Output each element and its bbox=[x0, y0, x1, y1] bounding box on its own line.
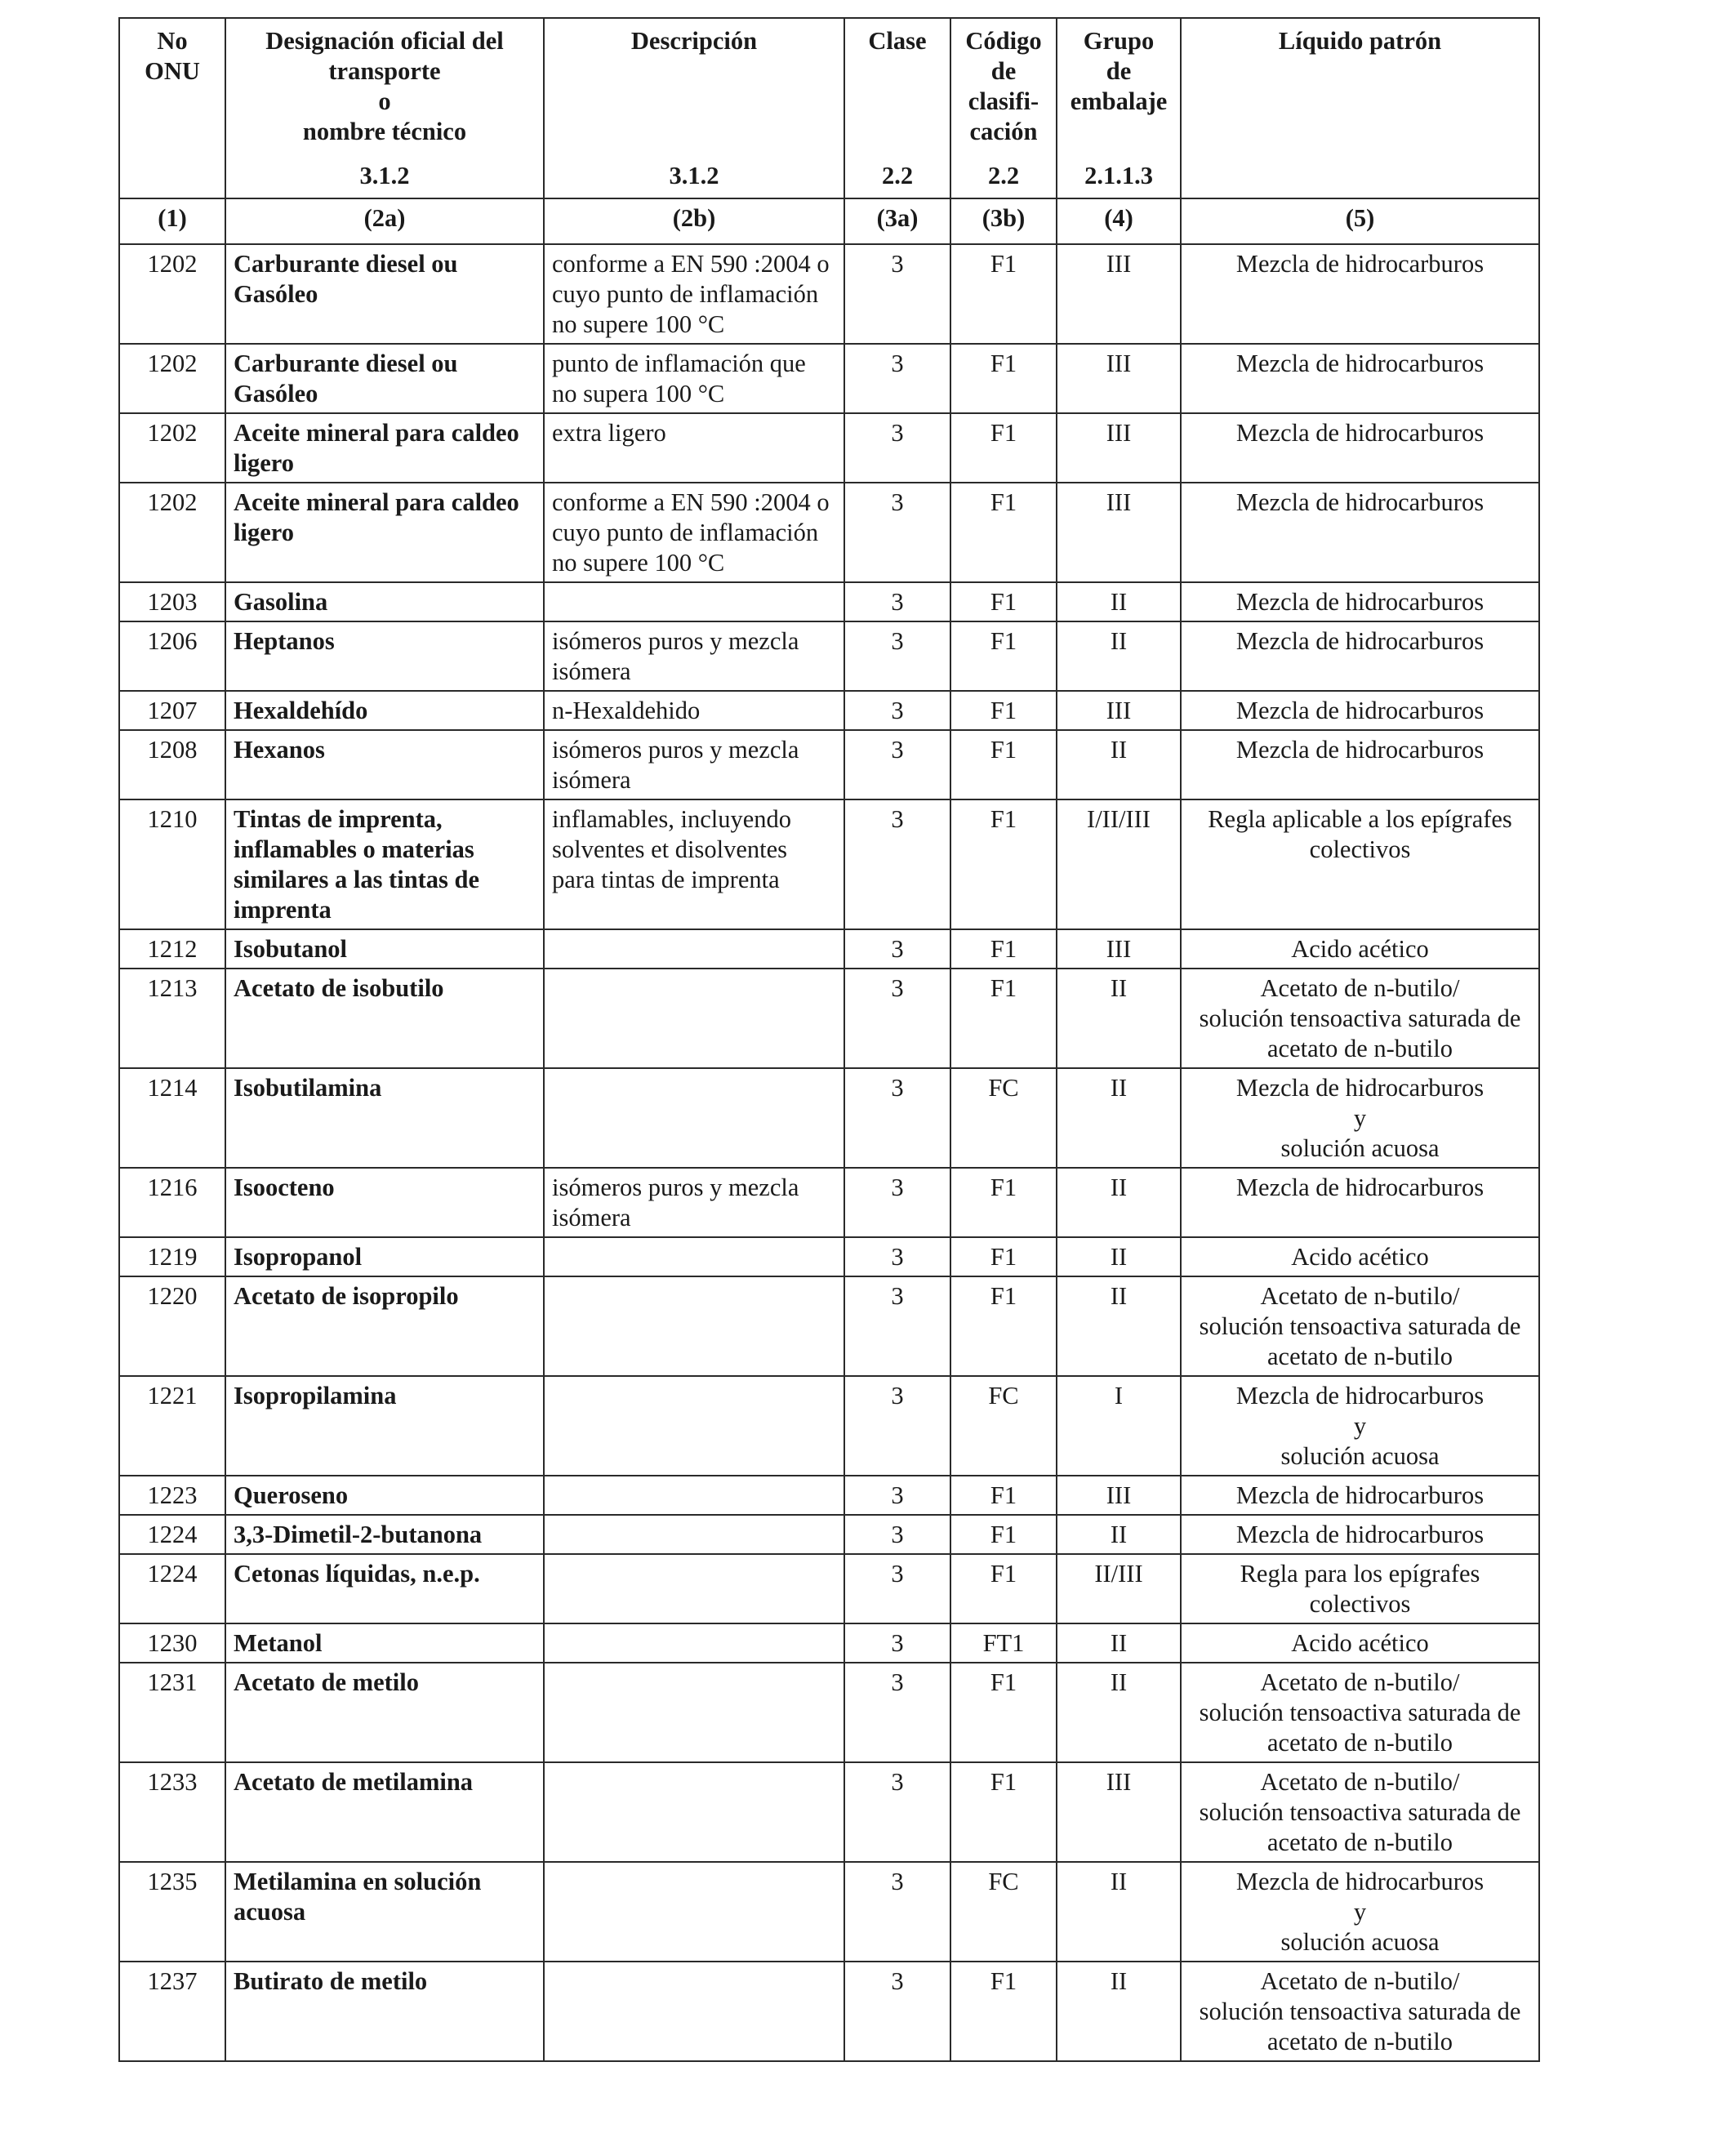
description-cell: isómeros puros y mezcla isómera bbox=[544, 1168, 844, 1237]
standard-liquid-cell: Mezcla de hidrocarburos bbox=[1181, 582, 1539, 621]
official-name-cell: Carburante diesel ou Gasóleo bbox=[225, 244, 544, 344]
description-cell bbox=[544, 1237, 844, 1276]
classification-code-cell: F1 bbox=[950, 691, 1057, 730]
class-cell: 3 bbox=[844, 621, 950, 691]
class-cell: 3 bbox=[844, 1276, 950, 1376]
official-name-cell: Acetato de metilo bbox=[225, 1663, 544, 1762]
class-cell: 3 bbox=[844, 929, 950, 969]
standard-liquid-cell: Mezcla de hidrocarburos bbox=[1181, 344, 1539, 413]
official-name-cell: Carburante diesel ou Gasóleo bbox=[225, 344, 544, 413]
standard-liquid-cell: Mezcla de hidrocarburos bbox=[1181, 730, 1539, 799]
table-row bbox=[119, 1068, 1539, 1168]
column-number: (2a) bbox=[225, 198, 544, 244]
official-name-cell: Tintas de imprenta, inflamables o materias similares a las tintas de imprenta bbox=[225, 799, 544, 929]
description-cell bbox=[544, 1376, 844, 1476]
standard-liquid-cell: Mezcla de hidrocarburos y solución acuosa bbox=[1181, 1068, 1539, 1168]
column-number-row bbox=[119, 198, 1539, 244]
class-cell: 3 bbox=[844, 1554, 950, 1623]
classification-code-cell: F1 bbox=[950, 969, 1057, 1068]
description-cell bbox=[544, 1962, 844, 2061]
un-number-cell: 1220 bbox=[119, 1276, 225, 1376]
packing-group-cell: II bbox=[1057, 1515, 1181, 1554]
header-classification-code: Código de clasifi- cación 2.2 bbox=[950, 18, 1057, 198]
classification-code-cell: F1 bbox=[950, 1515, 1057, 1554]
table-row bbox=[119, 1762, 1539, 1862]
standard-liquid-cell: Acetato de n-butilo/ solución tensoactiva saturada de acetato de n-butilo bbox=[1181, 1276, 1539, 1376]
official-name-cell: Hexanos bbox=[225, 730, 544, 799]
description-cell bbox=[544, 1554, 844, 1623]
classification-code-cell: FT1 bbox=[950, 1623, 1057, 1663]
classification-code-cell: FC bbox=[950, 1376, 1057, 1476]
standard-liquid-cell: Acido acético bbox=[1181, 1623, 1539, 1663]
header-description: Descripción 3.1.2 bbox=[544, 18, 844, 198]
class-cell: 3 bbox=[844, 413, 950, 483]
class-cell: 3 bbox=[844, 691, 950, 730]
official-name-cell: Isoocteno bbox=[225, 1168, 544, 1237]
un-number-cell: 1202 bbox=[119, 483, 225, 582]
un-number-cell: 1213 bbox=[119, 969, 225, 1068]
official-name-cell: Acetato de isopropilo bbox=[225, 1276, 544, 1376]
class-cell: 3 bbox=[844, 1623, 950, 1663]
description-cell bbox=[544, 929, 844, 969]
header-row bbox=[119, 18, 1539, 198]
description-cell: punto de inflamación que no supera 100 °C bbox=[544, 344, 844, 413]
un-number-cell: 1207 bbox=[119, 691, 225, 730]
table-row bbox=[119, 1168, 1539, 1237]
packing-group-cell: II bbox=[1057, 582, 1181, 621]
description-cell bbox=[544, 1515, 844, 1554]
standard-liquid-cell: Mezcla de hidrocarburos bbox=[1181, 244, 1539, 344]
official-name-cell: Aceite mineral para caldeo ligero bbox=[225, 483, 544, 582]
packing-group-cell: II bbox=[1057, 1068, 1181, 1168]
official-name-cell: Gasolina bbox=[225, 582, 544, 621]
standard-liquid-cell: Acido acético bbox=[1181, 929, 1539, 969]
table-row bbox=[119, 969, 1539, 1068]
table-row bbox=[119, 244, 1539, 344]
packing-group-cell: II bbox=[1057, 1276, 1181, 1376]
un-number-cell: 1233 bbox=[119, 1762, 225, 1862]
packing-group-cell: II bbox=[1057, 1168, 1181, 1237]
table-row bbox=[119, 1962, 1539, 2061]
official-name-cell: Cetonas líquidas, n.e.p. bbox=[225, 1554, 544, 1623]
packing-group-cell: III bbox=[1057, 244, 1181, 344]
un-number-cell: 1212 bbox=[119, 929, 225, 969]
class-cell: 3 bbox=[844, 244, 950, 344]
standard-liquid-cell: Acido acético bbox=[1181, 1237, 1539, 1276]
classification-code-cell: F1 bbox=[950, 621, 1057, 691]
classification-code-cell: F1 bbox=[950, 730, 1057, 799]
table-row bbox=[119, 483, 1539, 582]
header-un-number: No ONU bbox=[119, 18, 225, 198]
description-cell bbox=[544, 1476, 844, 1515]
un-number-cell: 1235 bbox=[119, 1862, 225, 1962]
un-number-cell: 1224 bbox=[119, 1515, 225, 1554]
classification-code-cell: F1 bbox=[950, 1554, 1057, 1623]
table-row bbox=[119, 413, 1539, 483]
classification-code-cell: F1 bbox=[950, 1762, 1057, 1862]
standard-liquid-cell: Regla para los epígrafes colectivos bbox=[1181, 1554, 1539, 1623]
packing-group-cell: II bbox=[1057, 621, 1181, 691]
classification-code-cell: FC bbox=[950, 1862, 1057, 1962]
packing-group-cell: III bbox=[1057, 1762, 1181, 1862]
standard-liquid-cell: Acetato de n-butilo/ solución tensoactiva saturada de acetato de n-butilo bbox=[1181, 969, 1539, 1068]
classification-code-cell: F1 bbox=[950, 582, 1057, 621]
packing-group-cell: III bbox=[1057, 483, 1181, 582]
description-cell: extra ligero bbox=[544, 413, 844, 483]
class-cell: 3 bbox=[844, 1862, 950, 1962]
un-number-cell: 1237 bbox=[119, 1962, 225, 2061]
class-cell: 3 bbox=[844, 1168, 950, 1237]
official-name-cell: Isopropilamina bbox=[225, 1376, 544, 1476]
table-row bbox=[119, 621, 1539, 691]
classification-code-cell: F1 bbox=[950, 799, 1057, 929]
description-cell bbox=[544, 582, 844, 621]
standard-liquid-cell: Regla aplicable a los epígrafes colectivos bbox=[1181, 799, 1539, 929]
standard-liquid-cell: Mezcla de hidrocarburos bbox=[1181, 1515, 1539, 1554]
description-cell: n-Hexaldehido bbox=[544, 691, 844, 730]
header-packing-group: Grupo de embalaje 2.1.1.3 bbox=[1057, 18, 1181, 198]
column-number: (5) bbox=[1181, 198, 1539, 244]
description-cell bbox=[544, 969, 844, 1068]
standard-liquid-cell: Mezcla de hidrocarburos bbox=[1181, 483, 1539, 582]
classification-code-cell: F1 bbox=[950, 1237, 1057, 1276]
class-cell: 3 bbox=[844, 1962, 950, 2061]
class-cell: 3 bbox=[844, 1237, 950, 1276]
classification-code-cell: F1 bbox=[950, 1663, 1057, 1762]
class-cell: 3 bbox=[844, 1663, 950, 1762]
description-cell: isómeros puros y mezcla isómera bbox=[544, 730, 844, 799]
standard-liquid-cell: Acetato de n-butilo/ solución tensoactiva saturada de acetato de n-butilo bbox=[1181, 1962, 1539, 2061]
un-number-cell: 1231 bbox=[119, 1663, 225, 1762]
standard-liquid-cell: Mezcla de hidrocarburos bbox=[1181, 413, 1539, 483]
table-row bbox=[119, 1476, 1539, 1515]
class-cell: 3 bbox=[844, 483, 950, 582]
classification-code-cell: FC bbox=[950, 1068, 1057, 1168]
official-name-cell: Isopropanol bbox=[225, 1237, 544, 1276]
standard-liquid-cell: Mezcla de hidrocarburos bbox=[1181, 1476, 1539, 1515]
classification-code-cell: F1 bbox=[950, 483, 1057, 582]
classification-code-cell: F1 bbox=[950, 413, 1057, 483]
table-row bbox=[119, 929, 1539, 969]
classification-code-cell: F1 bbox=[950, 244, 1057, 344]
description-cell bbox=[544, 1862, 844, 1962]
table-row bbox=[119, 799, 1539, 929]
standard-liquid-cell: Acetato de n-butilo/ solución tensoactiva saturada de acetato de n-butilo bbox=[1181, 1663, 1539, 1762]
class-cell: 3 bbox=[844, 1762, 950, 1862]
packing-group-cell: II/III bbox=[1057, 1554, 1181, 1623]
classification-code-cell: F1 bbox=[950, 1276, 1057, 1376]
column-number: (4) bbox=[1057, 198, 1181, 244]
official-name-cell: Aceite mineral para caldeo ligero bbox=[225, 413, 544, 483]
table-row bbox=[119, 1376, 1539, 1476]
official-name-cell: Metilamina en solución acuosa bbox=[225, 1862, 544, 1962]
class-cell: 3 bbox=[844, 1515, 950, 1554]
packing-group-cell: III bbox=[1057, 413, 1181, 483]
official-name-cell: Queroseno bbox=[225, 1476, 544, 1515]
packing-group-cell: III bbox=[1057, 1476, 1181, 1515]
un-number-cell: 1210 bbox=[119, 799, 225, 929]
class-cell: 3 bbox=[844, 344, 950, 413]
table-row bbox=[119, 691, 1539, 730]
description-cell bbox=[544, 1276, 844, 1376]
packing-group-cell: III bbox=[1057, 929, 1181, 969]
standard-liquid-cell: Mezcla de hidrocarburos bbox=[1181, 691, 1539, 730]
description-cell bbox=[544, 1762, 844, 1862]
packing-group-cell: III bbox=[1057, 344, 1181, 413]
description-cell: conforme a EN 590 :2004 o cuyo punto de inflamación no supere 100 °C bbox=[544, 244, 844, 344]
packing-group-cell: II bbox=[1057, 1862, 1181, 1962]
class-cell: 3 bbox=[844, 730, 950, 799]
class-cell: 3 bbox=[844, 969, 950, 1068]
packing-group-cell: II bbox=[1057, 1663, 1181, 1762]
un-number-cell: 1219 bbox=[119, 1237, 225, 1276]
class-cell: 3 bbox=[844, 1476, 950, 1515]
class-cell: 3 bbox=[844, 1068, 950, 1168]
un-number-cell: 1206 bbox=[119, 621, 225, 691]
packing-group-cell: II bbox=[1057, 1962, 1181, 2061]
packing-group-cell: II bbox=[1057, 1237, 1181, 1276]
packing-group-cell: II bbox=[1057, 1623, 1181, 1663]
un-number-cell: 1216 bbox=[119, 1168, 225, 1237]
un-number-cell: 1202 bbox=[119, 344, 225, 413]
description-cell: isómeros puros y mezcla isómera bbox=[544, 621, 844, 691]
header-class: Clase 2.2 bbox=[844, 18, 950, 198]
table-row bbox=[119, 582, 1539, 621]
table-row bbox=[119, 1554, 1539, 1623]
un-number-cell: 1223 bbox=[119, 1476, 225, 1515]
standard-liquid-cell: Mezcla de hidrocarburos y solución acuosa bbox=[1181, 1862, 1539, 1962]
un-number-cell: 1224 bbox=[119, 1554, 225, 1623]
table-row bbox=[119, 1237, 1539, 1276]
column-number: (3a) bbox=[844, 198, 950, 244]
official-name-cell: Acetato de isobutilo bbox=[225, 969, 544, 1068]
packing-group-cell: II bbox=[1057, 969, 1181, 1068]
classification-code-cell: F1 bbox=[950, 1476, 1057, 1515]
un-number-cell: 1202 bbox=[119, 244, 225, 344]
un-number-cell: 1203 bbox=[119, 582, 225, 621]
table-row bbox=[119, 1276, 1539, 1376]
column-number: (3b) bbox=[950, 198, 1057, 244]
table-row bbox=[119, 1623, 1539, 1663]
packing-group-cell: I/II/III bbox=[1057, 799, 1181, 929]
description-cell bbox=[544, 1623, 844, 1663]
standard-liquid-cell: Mezcla de hidrocarburos bbox=[1181, 1168, 1539, 1237]
header-official-name: Designación oficial del transporte o nombre técnico 3.1.2 bbox=[225, 18, 544, 198]
table-row bbox=[119, 1862, 1539, 1962]
standard-liquid-cell: Mezcla de hidrocarburos y solución acuosa bbox=[1181, 1376, 1539, 1476]
un-number-cell: 1214 bbox=[119, 1068, 225, 1168]
packing-group-cell: II bbox=[1057, 730, 1181, 799]
un-number-cell: 1221 bbox=[119, 1376, 225, 1476]
classification-code-cell: F1 bbox=[950, 344, 1057, 413]
classification-code-cell: F1 bbox=[950, 1168, 1057, 1237]
header-standard-liquid: Líquido patrón bbox=[1181, 18, 1539, 198]
column-number: (2b) bbox=[544, 198, 844, 244]
description-cell bbox=[544, 1663, 844, 1762]
classification-code-cell: F1 bbox=[950, 1962, 1057, 2061]
description-cell: inflamables, incluyendo solventes et disolventes para tintas de imprenta bbox=[544, 799, 844, 929]
classification-code-cell: F1 bbox=[950, 929, 1057, 969]
standard-liquid-cell: Mezcla de hidrocarburos bbox=[1181, 621, 1539, 691]
table-row bbox=[119, 730, 1539, 799]
class-cell: 3 bbox=[844, 799, 950, 929]
un-number-cell: 1230 bbox=[119, 1623, 225, 1663]
un-number-cell: 1202 bbox=[119, 413, 225, 483]
standard-liquid-cell: Acetato de n-butilo/ solución tensoactiva saturada de acetato de n-butilo bbox=[1181, 1762, 1539, 1862]
packing-group-cell: I bbox=[1057, 1376, 1181, 1476]
official-name-cell: Hexaldehído bbox=[225, 691, 544, 730]
official-name-cell: Isobutanol bbox=[225, 929, 544, 969]
packing-group-cell: III bbox=[1057, 691, 1181, 730]
official-name-cell: Butirato de metilo bbox=[225, 1962, 544, 2061]
official-name-cell: Metanol bbox=[225, 1623, 544, 1663]
class-cell: 3 bbox=[844, 582, 950, 621]
column-number: (1) bbox=[119, 198, 225, 244]
dangerous-goods-table bbox=[118, 17, 1540, 2062]
un-number-cell: 1208 bbox=[119, 730, 225, 799]
description-cell: conforme a EN 590 :2004 o cuyo punto de inflamación no supere 100 °C bbox=[544, 483, 844, 582]
official-name-cell: Heptanos bbox=[225, 621, 544, 691]
official-name-cell: 3,3-Dimetil-2-butanona bbox=[225, 1515, 544, 1554]
official-name-cell: Isobutilamina bbox=[225, 1068, 544, 1168]
table-body bbox=[119, 244, 1539, 2061]
description-cell bbox=[544, 1068, 844, 1168]
table-row bbox=[119, 1663, 1539, 1762]
table-row bbox=[119, 344, 1539, 413]
official-name-cell: Acetato de metilamina bbox=[225, 1762, 544, 1862]
class-cell: 3 bbox=[844, 1376, 950, 1476]
table-row bbox=[119, 1515, 1539, 1554]
